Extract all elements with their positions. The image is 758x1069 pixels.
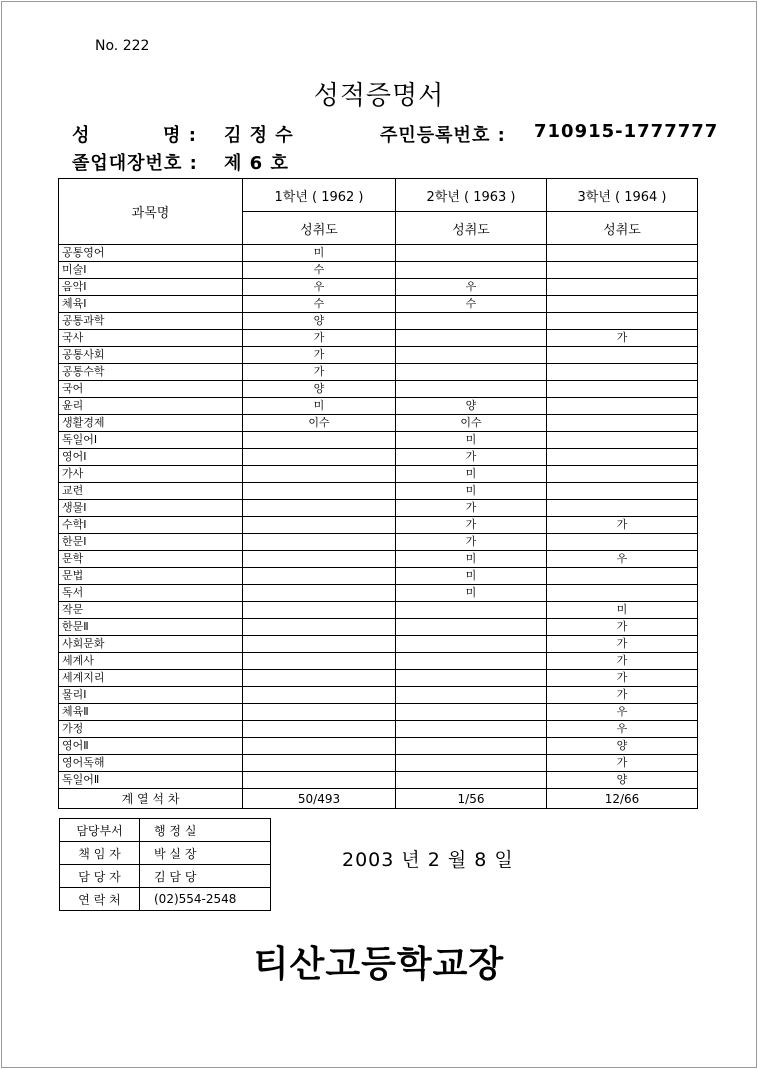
grade-cell bbox=[243, 602, 396, 619]
subject-cell: 사회문화 bbox=[59, 636, 243, 653]
grade-cell bbox=[243, 636, 396, 653]
subject-cell: 영어독해 bbox=[59, 755, 243, 772]
grade-cell bbox=[396, 313, 547, 330]
grade-cell: 가 bbox=[243, 347, 396, 364]
subject-cell: 국사 bbox=[59, 330, 243, 347]
name-label: 성 명 : bbox=[72, 125, 197, 146]
grade-cell bbox=[243, 738, 396, 755]
table-row bbox=[59, 619, 698, 636]
table-row bbox=[59, 738, 698, 755]
table-row bbox=[59, 721, 698, 738]
grade-cell: 가 bbox=[547, 653, 698, 670]
year-header: 2학년 ( 1963 ) bbox=[396, 179, 547, 212]
grade-cell: 미 bbox=[396, 466, 547, 483]
table-row bbox=[59, 415, 698, 432]
subject-cell: 공통수학 bbox=[59, 364, 243, 381]
grade-cell bbox=[243, 483, 396, 500]
grade-cell: 우 bbox=[547, 704, 698, 721]
table-row bbox=[59, 330, 698, 347]
rank-value: 1/56 bbox=[396, 789, 547, 809]
student-id: 710915-1777777 bbox=[534, 121, 719, 142]
achievement-header: 성취도 bbox=[243, 212, 396, 245]
subject-cell: 생활경제 bbox=[59, 415, 243, 432]
table-row bbox=[59, 755, 698, 772]
grade-cell bbox=[396, 704, 547, 721]
achievement-header: 성취도 bbox=[547, 212, 698, 245]
grade-cell bbox=[396, 262, 547, 279]
grade-cell: 미 bbox=[243, 245, 396, 262]
grade-cell bbox=[547, 466, 698, 483]
grade-cell bbox=[396, 245, 547, 262]
grade-cell bbox=[547, 500, 698, 517]
table-row bbox=[59, 568, 698, 585]
subject-cell: 공통과학 bbox=[59, 313, 243, 330]
subject-cell: 한문Ⅱ bbox=[59, 619, 243, 636]
grade-cell: 양 bbox=[243, 313, 396, 330]
issue-date: 2003 년 2 월 8 일 bbox=[342, 849, 514, 871]
grade-cell bbox=[243, 772, 396, 789]
grade-cell bbox=[547, 364, 698, 381]
grade-cell: 양 bbox=[396, 398, 547, 415]
grade-cell: 가 bbox=[547, 517, 698, 534]
grade-cell: 미 bbox=[396, 483, 547, 500]
rank-row bbox=[59, 789, 698, 809]
grade-cell: 가 bbox=[547, 330, 698, 347]
grade-cell bbox=[396, 755, 547, 772]
document-number: No. 222 bbox=[95, 38, 150, 54]
grade-cell: 가 bbox=[396, 500, 547, 517]
achievement-header: 성취도 bbox=[396, 212, 547, 245]
table-row bbox=[59, 245, 698, 262]
subject-cell: 영어Ⅰ bbox=[59, 449, 243, 466]
grade-cell: 수 bbox=[243, 296, 396, 313]
grade-cell bbox=[547, 449, 698, 466]
grade-cell bbox=[243, 653, 396, 670]
grade-cell: 우 bbox=[243, 279, 396, 296]
graduation-register-label: 졸업대장번호 : bbox=[72, 153, 198, 174]
grade-rows bbox=[59, 245, 698, 789]
grade-cell bbox=[547, 347, 698, 364]
grade-cell bbox=[396, 347, 547, 364]
contact-label: 책 임 자 bbox=[60, 842, 140, 865]
year-header: 1학년 ( 1962 ) bbox=[243, 179, 396, 212]
grade-cell: 가 bbox=[396, 534, 547, 551]
grade-cell bbox=[396, 670, 547, 687]
table-row bbox=[59, 347, 698, 364]
grade-cell bbox=[547, 568, 698, 585]
contact-row bbox=[60, 842, 271, 865]
grade-cell: 가 bbox=[243, 330, 396, 347]
contact-value: 김 담 당 bbox=[140, 865, 271, 888]
grade-cell bbox=[547, 279, 698, 296]
grade-cell: 가 bbox=[547, 636, 698, 653]
grade-cell: 수 bbox=[243, 262, 396, 279]
grade-cell: 양 bbox=[243, 381, 396, 398]
subject-cell: 가정 bbox=[59, 721, 243, 738]
subject-cell: 생물Ⅰ bbox=[59, 500, 243, 517]
grade-cell bbox=[396, 636, 547, 653]
subject-cell: 물리Ⅰ bbox=[59, 687, 243, 704]
subject-cell: 영어Ⅱ bbox=[59, 738, 243, 755]
grade-cell bbox=[396, 330, 547, 347]
subject-cell: 음악Ⅰ bbox=[59, 279, 243, 296]
year-header: 3학년 ( 1964 ) bbox=[547, 179, 698, 212]
subject-cell: 체육Ⅰ bbox=[59, 296, 243, 313]
contact-value: 행 정 실 bbox=[140, 819, 271, 842]
table-row bbox=[59, 500, 698, 517]
table-row bbox=[59, 687, 698, 704]
grade-cell bbox=[243, 449, 396, 466]
grade-cell bbox=[243, 551, 396, 568]
grade-cell: 가 bbox=[547, 670, 698, 687]
table-row bbox=[59, 670, 698, 687]
table-row bbox=[59, 449, 698, 466]
grade-cell bbox=[547, 415, 698, 432]
grade-cell: 우 bbox=[547, 721, 698, 738]
subject-cell: 작문 bbox=[59, 602, 243, 619]
table-row bbox=[59, 398, 698, 415]
grade-cell: 이수 bbox=[243, 415, 396, 432]
contact-row bbox=[60, 888, 271, 911]
subject-cell: 세계사 bbox=[59, 653, 243, 670]
grade-cell bbox=[243, 619, 396, 636]
grade-cell: 미 bbox=[547, 602, 698, 619]
table-row bbox=[59, 313, 698, 330]
table-row bbox=[59, 296, 698, 313]
graduation-register-number: 제 6 호 bbox=[224, 153, 289, 174]
grade-cell bbox=[243, 432, 396, 449]
table-row bbox=[59, 704, 698, 721]
grade-cell bbox=[243, 500, 396, 517]
table-row bbox=[59, 381, 698, 398]
grade-cell: 미 bbox=[396, 432, 547, 449]
table-row bbox=[59, 551, 698, 568]
subject-cell: 공통영어 bbox=[59, 245, 243, 262]
id-label: 주민등록번호 : bbox=[380, 125, 506, 146]
grade-cell bbox=[547, 398, 698, 415]
grade-cell bbox=[547, 381, 698, 398]
grade-cell bbox=[243, 704, 396, 721]
grade-cell bbox=[243, 721, 396, 738]
grade-cell bbox=[243, 755, 396, 772]
grade-cell bbox=[243, 466, 396, 483]
grade-cell bbox=[547, 534, 698, 551]
grade-cell: 우 bbox=[547, 551, 698, 568]
grades-table bbox=[58, 178, 698, 809]
grade-cell bbox=[547, 296, 698, 313]
grade-cell: 가 bbox=[547, 755, 698, 772]
table-row bbox=[59, 517, 698, 534]
table-row bbox=[59, 262, 698, 279]
subject-cell: 한문Ⅰ bbox=[59, 534, 243, 551]
subject-cell: 미술Ⅰ bbox=[59, 262, 243, 279]
contact-table bbox=[59, 818, 271, 911]
grade-cell bbox=[396, 364, 547, 381]
grade-cell bbox=[243, 670, 396, 687]
subject-cell: 문학 bbox=[59, 551, 243, 568]
table-row bbox=[59, 636, 698, 653]
table-row bbox=[59, 534, 698, 551]
grade-cell: 양 bbox=[547, 738, 698, 755]
grade-cell bbox=[547, 483, 698, 500]
grade-cell bbox=[396, 653, 547, 670]
grade-cell: 가 bbox=[243, 364, 396, 381]
table-row bbox=[59, 483, 698, 500]
subject-cell: 독서 bbox=[59, 585, 243, 602]
school-principal-title: 티산고등학교장 bbox=[253, 943, 505, 985]
grade-cell: 미 bbox=[243, 398, 396, 415]
document-title: 성적증명서 bbox=[313, 81, 445, 111]
grade-cell bbox=[396, 687, 547, 704]
table-row bbox=[59, 653, 698, 670]
contact-row bbox=[60, 865, 271, 888]
grade-cell bbox=[547, 245, 698, 262]
grade-cell: 가 bbox=[547, 619, 698, 636]
grade-cell bbox=[243, 585, 396, 602]
rank-value: 50/493 bbox=[243, 789, 396, 809]
subject-cell: 독일어Ⅰ bbox=[59, 432, 243, 449]
student-name: 김 정 수 bbox=[224, 125, 294, 146]
contact-value: 박 실 장 bbox=[140, 842, 271, 865]
subject-cell: 교련 bbox=[59, 483, 243, 500]
grade-cell bbox=[243, 534, 396, 551]
subject-cell: 체육Ⅱ bbox=[59, 704, 243, 721]
grade-cell bbox=[547, 313, 698, 330]
grade-cell: 가 bbox=[396, 449, 547, 466]
table-row bbox=[59, 602, 698, 619]
table-row bbox=[59, 772, 698, 789]
grade-cell bbox=[396, 619, 547, 636]
subject-cell: 문법 bbox=[59, 568, 243, 585]
grade-cell: 가 bbox=[547, 687, 698, 704]
grade-cell: 이수 bbox=[396, 415, 547, 432]
grade-cell bbox=[396, 738, 547, 755]
contact-label: 담 당 자 bbox=[60, 865, 140, 888]
grade-cell: 미 bbox=[396, 585, 547, 602]
table-row bbox=[59, 432, 698, 449]
subject-cell: 가사 bbox=[59, 466, 243, 483]
contact-label: 연 락 처 bbox=[60, 888, 140, 911]
grade-cell bbox=[547, 585, 698, 602]
grade-cell bbox=[396, 381, 547, 398]
subject-cell: 독일어Ⅱ bbox=[59, 772, 243, 789]
subject-cell: 세계지리 bbox=[59, 670, 243, 687]
grade-cell: 우 bbox=[396, 279, 547, 296]
subject-cell: 윤리 bbox=[59, 398, 243, 415]
grade-cell bbox=[396, 772, 547, 789]
grade-cell bbox=[547, 432, 698, 449]
grade-cell: 미 bbox=[396, 568, 547, 585]
subject-cell: 수학Ⅰ bbox=[59, 517, 243, 534]
contact-row bbox=[60, 819, 271, 842]
grade-cell bbox=[243, 517, 396, 534]
subject-cell: 공통사회 bbox=[59, 347, 243, 364]
grade-cell bbox=[243, 687, 396, 704]
table-row bbox=[59, 279, 698, 296]
table-row bbox=[59, 585, 698, 602]
grade-cell: 수 bbox=[396, 296, 547, 313]
rank-value: 12/66 bbox=[547, 789, 698, 809]
grade-cell: 양 bbox=[547, 772, 698, 789]
grade-cell bbox=[243, 568, 396, 585]
grade-cell bbox=[396, 602, 547, 619]
grade-cell: 미 bbox=[396, 551, 547, 568]
subject-cell: 국어 bbox=[59, 381, 243, 398]
contact-value: (02)554-2548 bbox=[140, 888, 271, 911]
grade-cell: 가 bbox=[396, 517, 547, 534]
contact-label: 담당부서 bbox=[60, 819, 140, 842]
rank-label: 계 열 석 차 bbox=[59, 789, 243, 809]
table-row bbox=[59, 466, 698, 483]
grade-cell bbox=[547, 262, 698, 279]
table-row bbox=[59, 364, 698, 381]
grade-cell bbox=[396, 721, 547, 738]
subject-column-header: 과목명 bbox=[59, 179, 243, 245]
